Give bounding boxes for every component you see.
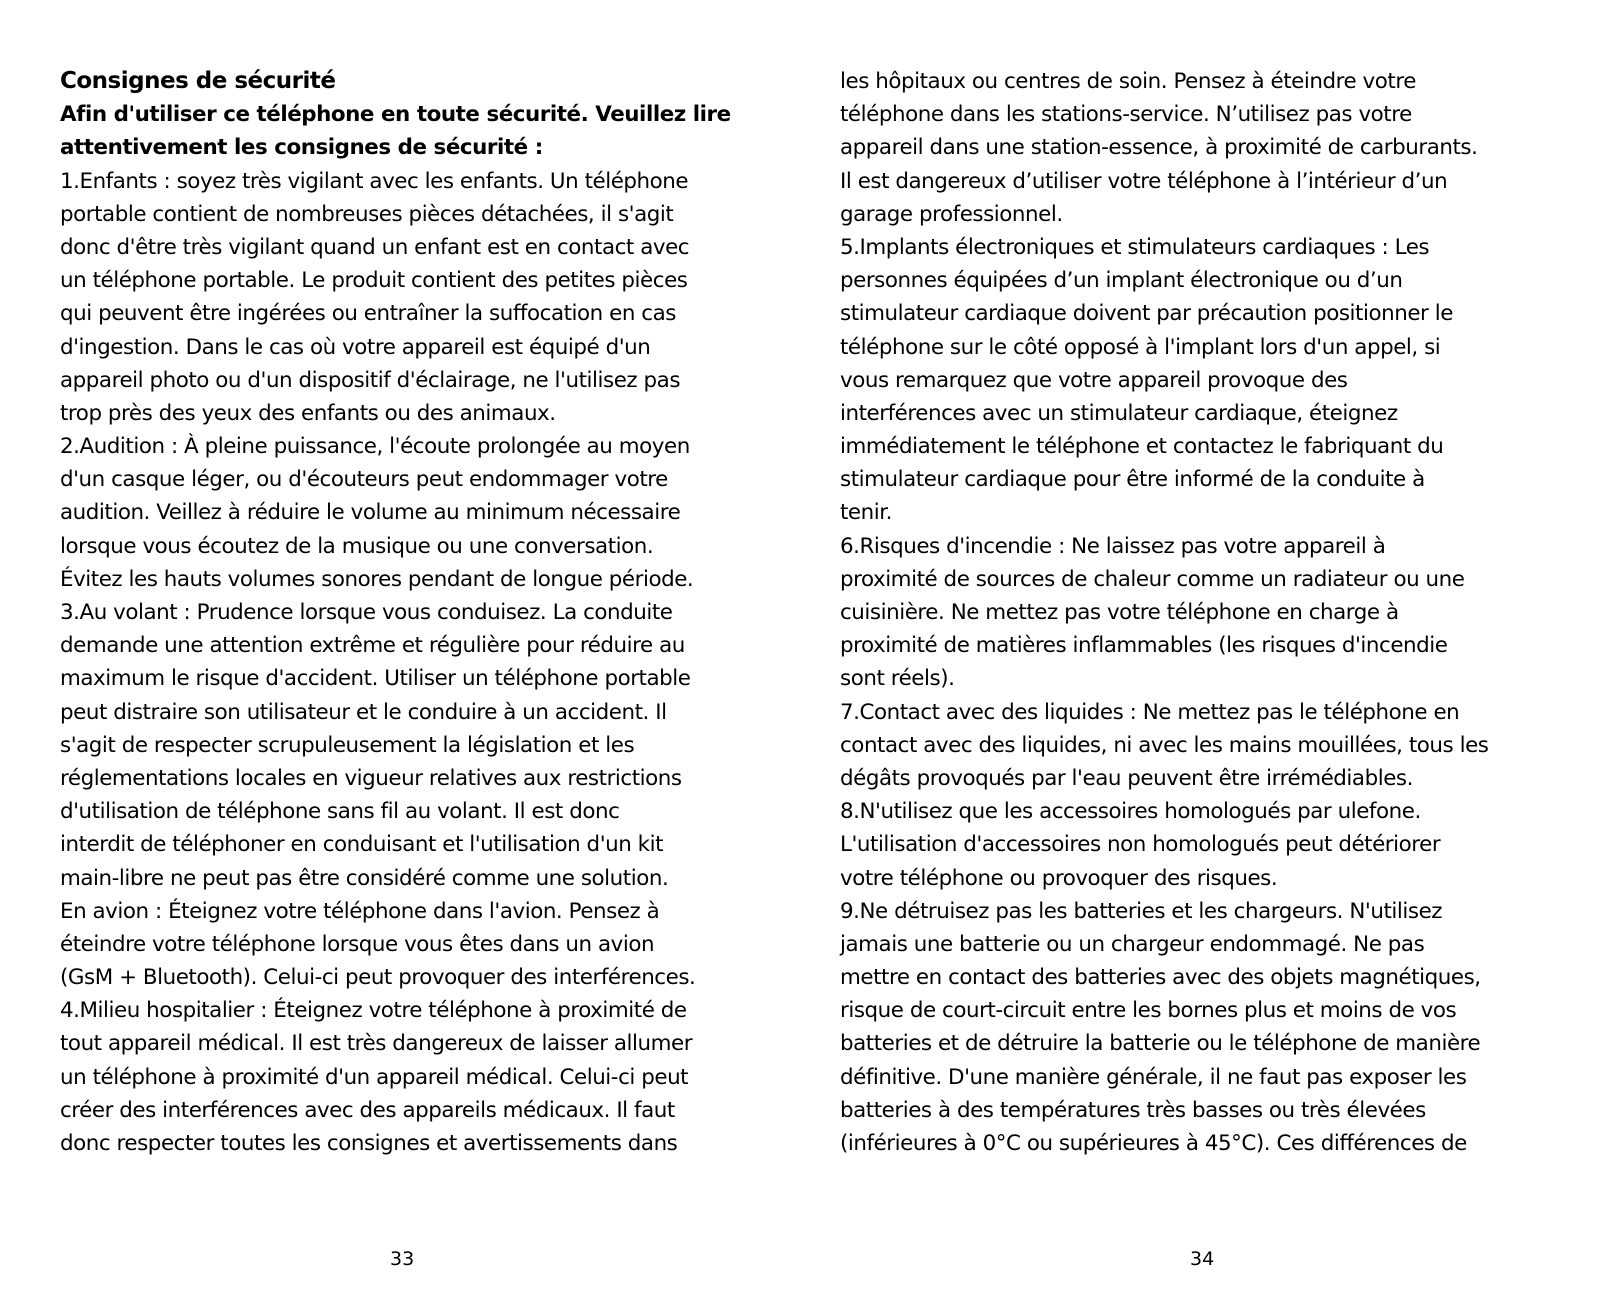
body-text-line: réglementations locales en vigueur relatives aux restrictions: [60, 765, 682, 791]
body-text-line: interférences avec un stimulateur cardiaque, éteignez: [840, 400, 1398, 426]
body-text-line: trop près des yeux des enfants ou des animaux.: [60, 400, 556, 426]
body-text-line: maximum le risque d'accident. Utiliser un téléphone portable: [60, 666, 691, 692]
right-page: [800, 0, 1600, 1293]
body-text-line: définitive. D'une manière générale, il ne faut pas exposer les: [840, 1064, 1467, 1090]
body-text-line: Évitez les hauts volumes sonores pendant de longue période.: [60, 566, 694, 592]
body-text-line: qui peuvent être ingérées ou entraîner la suffocation en cas: [60, 301, 676, 327]
body-text-line: s'agit de respecter scrupuleusement la législation et les: [60, 732, 635, 758]
body-text-line: contact avec des liquides, ni avec les mains mouillées, tous les: [840, 732, 1489, 758]
body-text-line: dégâts provoqués par l'eau peuvent être irrémédiables.: [840, 765, 1413, 791]
body-text-line: 7.Contact avec des liquides : Ne mettez pas le téléphone en: [840, 699, 1460, 725]
body-text-line: stimulateur cardiaque pour être informé de la conduite à: [840, 467, 1425, 493]
body-text-line: tenir.: [840, 500, 892, 526]
body-text-line: 2.Audition : À pleine puissance, l'écoute prolongée au moyen: [60, 434, 690, 460]
body-text-line: personnes équipées d’un implant électronique ou d’un: [840, 268, 1403, 294]
body-text-line: cuisinière. Ne mettez pas votre téléphone en charge à: [840, 600, 1399, 625]
body-text-line: (GsM + Bluetooth). Celui-ci peut provoquer des interférences.: [60, 965, 696, 991]
body-text-line: votre téléphone ou provoquer des risques.: [840, 865, 1278, 891]
body-text-line: mettre en contact des batteries avec des objets magnétiques,: [840, 965, 1481, 991]
body-text-line: éteindre votre téléphone lorsque vous êtes dans un avion: [60, 931, 655, 957]
body-text-line: d'un casque léger, ou d'écouteurs peut endommager votre: [60, 467, 668, 493]
body-text-line: donc respecter toutes les consignes et avertissements dans: [60, 1131, 678, 1156]
body-text-line: 6.Risques d'incendie : Ne laissez pas votre appareil à: [840, 533, 1386, 559]
body-text-line: demande une attention extrême et régulière pour réduire au: [60, 633, 685, 659]
body-text-line: téléphone sur le côté opposé à l'implant lors d'un appel, si: [840, 334, 1441, 360]
page-number: 34: [1190, 1248, 1215, 1270]
lead-line: Afin d'utiliser ce téléphone en toute sécurité. Veuillez lire: [60, 102, 731, 128]
body-text-line: un téléphone à proximité d'un appareil médical. Celui-ci peut: [60, 1064, 689, 1090]
body-text-line: un téléphone portable. Le produit contient des petites pièces: [60, 268, 688, 294]
lead-line: attentivement les consignes de sécurité :: [60, 135, 543, 161]
body-text-line: proximité de sources de chaleur comme un radiateur ou une: [840, 566, 1465, 592]
body-text-line: garage professionnel.: [840, 201, 1063, 227]
body-text-line: risque de court-circuit entre les bornes plus et moins de vos: [840, 998, 1457, 1024]
page-number: 33: [390, 1248, 415, 1270]
body-text-line: En avion : Éteignez votre téléphone dans l'avion. Pensez à: [60, 898, 660, 924]
body-text-line: Il est dangereux d’utiliser votre téléphone à l’intérieur d’un: [840, 168, 1448, 194]
right-page-text: [840, 65, 1560, 1160]
left-page-text: [60, 65, 760, 1160]
body-text-line: (inférieures à 0°C ou supérieures à 45°C). Ces différences de: [840, 1131, 1467, 1156]
body-text-line: les hôpitaux ou centres de soin. Pensez à éteindre votre: [840, 69, 1416, 94]
body-text-line: stimulateur cardiaque doivent par précaution positionner le: [840, 301, 1453, 327]
body-text-line: batteries et de détruire la batterie ou le téléphone de manière: [840, 1031, 1481, 1057]
body-text-line: peut distraire son utilisateur et le conduire à un accident. Il: [60, 699, 667, 725]
body-text-line: sont réels).: [840, 666, 955, 692]
body-text-line: téléphone dans les stations-service. N’utilisez pas votre: [840, 102, 1412, 128]
body-text-line: 3.Au volant : Prudence lorsque vous conduisez. La conduite: [60, 600, 673, 625]
body-text-line: audition. Veillez à réduire le volume au minimum nécessaire: [60, 500, 681, 526]
body-text-line: d'ingestion. Dans le cas où votre appareil est équipé d'un: [60, 334, 651, 360]
body-text-line: créer des interférences avec des appareils médicaux. Il faut: [60, 1097, 675, 1123]
body-text-line: 4.Milieu hospitalier : Éteignez votre téléphone à proximité de: [60, 998, 687, 1024]
body-text-line: lorsque vous écoutez de la musique ou une conversation.: [60, 533, 654, 559]
body-text-line: appareil dans une station-essence, à proximité de carburants.: [840, 135, 1478, 161]
right-body-text: [840, 65, 1560, 1160]
section-heading: Consignes de sécurité: [60, 68, 336, 94]
body-text-line: 1.Enfants : soyez très vigilant avec les enfants. Un téléphone: [60, 168, 689, 194]
body-text-line: portable contient de nombreuses pièces détachées, il s'agit: [60, 201, 674, 227]
body-text-line: batteries à des températures très basses ou très élevées: [840, 1097, 1426, 1123]
body-text-line: appareil photo ou d'un dispositif d'éclairage, ne l'utilisez pas: [60, 367, 681, 393]
body-text-line: L'utilisation d'accessoires non homologués peut détériorer: [840, 832, 1441, 858]
body-text-line: proximité de matières inflammables (les risques d'incendie: [840, 633, 1448, 659]
body-text-line: vous remarquez que votre appareil provoque des: [840, 367, 1348, 393]
body-text-line: main-libre ne peut pas être considéré comme une solution.: [60, 865, 669, 891]
left-body-text: [60, 165, 760, 1161]
body-text-line: 5.Implants électroniques et stimulateurs cardiaques : Les: [840, 234, 1430, 260]
body-text-line: 8.N'utilisez que les accessoires homologués par ulefone.: [840, 799, 1421, 825]
body-text-line: donc d'être très vigilant quand un enfant est en contact avec: [60, 234, 690, 260]
body-text-line: tout appareil médical. Il est très dangereux de laisser allumer: [60, 1031, 693, 1057]
body-text-line: immédiatement le téléphone et contactez le fabriquant du: [840, 434, 1444, 460]
body-text-line: d'utilisation de téléphone sans fil au volant. Il est donc: [60, 799, 620, 825]
body-text-line: jamais une batterie ou un chargeur endommagé. Ne pas: [840, 931, 1425, 957]
body-text-line: 9.Ne détruisez pas les batteries et les chargeurs. N'utilisez: [840, 898, 1443, 924]
body-text-line: interdit de téléphoner en conduisant et l'utilisation d'un kit: [60, 832, 664, 858]
